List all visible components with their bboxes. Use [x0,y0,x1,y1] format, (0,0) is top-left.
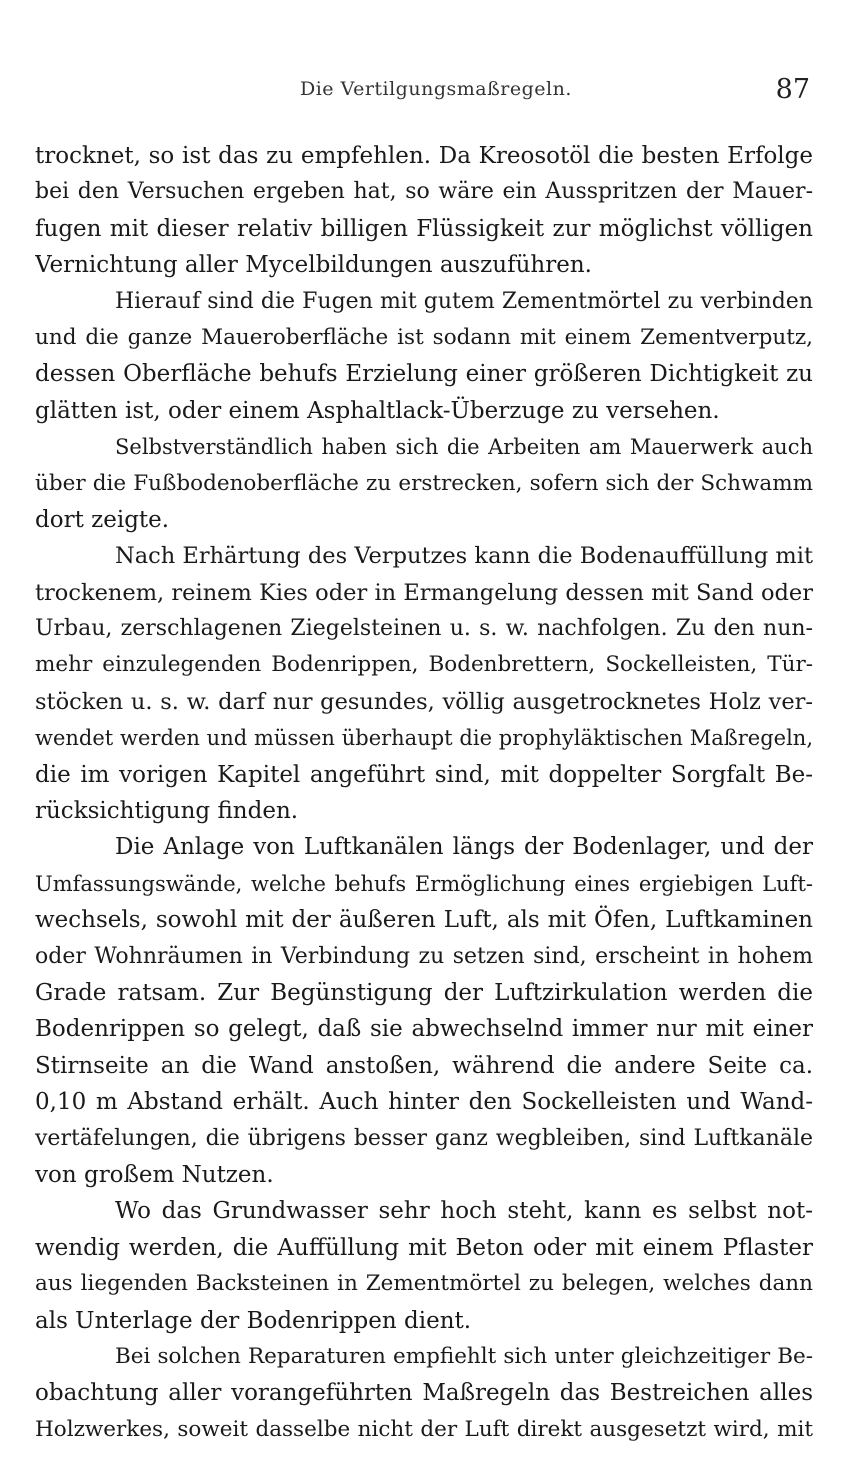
text-line: Urbau, zerschlagenen Ziegelsteinen u. s. w. nachfolgen. Zu den nun- [35,616,813,642]
text-line: als Unterlage der Bodenrippen dient. [35,1307,472,1334]
text-line: Stirnseite an die Wand anstoßen, während die andere Seite ca. [35,1052,813,1079]
text-line: glätten ist, oder einem Asphaltlack-Überzuge zu versehen. [35,397,720,424]
text-line: Grade ratsam. Zur Begünstigung der Luftzirkulation werden die [35,979,813,1006]
text-line: stöcken u. s. w. darf nur gesundes, völlig ausgetrocknetes Holz ver- [35,688,813,715]
text-line: und die ganze Maueroberfläche ist sodann mit einem Zementverputz, [35,324,813,350]
text-line: Bodenrippen so gelegt, daß sie abwechselnd immer nur mit einer [35,1016,813,1043]
text-line: über die Fußbodenoberfläche zu erstrecken, sofern sich der Schwamm [35,470,813,496]
text-line: wechsels, sowohl mit der äußeren Luft, als mit Öfen, Luftkaminen [35,907,813,934]
text-line: aus liegenden Backsteinen in Zementmörtel zu belegen, welches dann [35,1271,813,1297]
text-line: Holzwerkes, soweit dasselbe nicht der Luft direkt ausgesetzt wird, mit [35,1416,813,1442]
text-line: vertäfelungen, die übrigens besser ganz wegbleiben, sind Luftkanäle [35,1125,813,1151]
text-line: Bei solchen Reparaturen empfiehlt sich unter gleichzeitiger Be- [115,1343,813,1369]
text-line: wendig werden, die Auffüllung mit Beton oder mit einem Pflaster [35,1234,813,1261]
text-line: Die Anlage von Luftkanälen längs der Bodenlager, und der [115,834,813,861]
text-line: Nach Erhärtung des Verputzes kann die Bodenauffüllung mit [115,543,813,570]
text-line: 0,10 m Abstand erhält. Auch hinter den Sockelleisten und Wand- [35,1089,813,1116]
text-line: dort zeigte. [35,506,170,533]
text-line: oder Wohnräumen in Verbindung zu setzen sind, erscheint in hohem [35,943,813,969]
text-line: Hierauf sind die Fugen mit gutem Zementmörtel zu verbinden [115,288,813,314]
text-line: obachtung aller vorangeführten Maßregeln das Bestreichen alles [35,1380,813,1407]
text-line: die im vorigen Kapitel angeführt sind, mit doppelter Sorgfalt Be- [35,761,813,788]
text-line: Wo das Grundwasser sehr hoch steht, kann es selbst not- [115,1198,813,1225]
text-line: bei den Versuchen ergeben hat, so wäre ein Ausspritzen der Mauer- [35,179,813,205]
text-line: von großem Nutzen. [35,1161,274,1188]
page-number: 87 [775,74,810,105]
text-line: Vernichtung aller Mycelbildungen auszuführen. [35,252,592,279]
text-line: dessen Oberfläche behufs Erzielung einer größeren Dichtigkeit zu [35,361,813,388]
running-head: Die Vertilgungsmaßregeln. [300,78,572,100]
text-line: trockenem, reinem Kies oder in Ermangelung dessen mit Sand oder [35,579,813,606]
text-line: Umfassungswände, welche behufs Ermöglichung eines ergiebigen Luft- [35,871,813,896]
text-line: fugen mit dieser relativ billigen Flüssigkeit zur möglichst völligen [35,215,813,242]
text-line: rücksichtigung finden. [35,798,299,825]
text-line: mehr einzulegenden Bodenrippen, Bodenbrettern, Sockelleisten, Tür- [35,652,813,678]
text-line: trocknet, so ist das zu empfehlen. Da Kreosotöl die besten Erfolge [35,143,813,169]
text-line: wendet werden und müssen überhaupt die prophyläktischen Maßregeln, [35,726,813,751]
text-line: Selbstverständlich haben sich die Arbeiten am Mauerwerk auch [115,435,813,460]
body-text [35,138,813,1448]
